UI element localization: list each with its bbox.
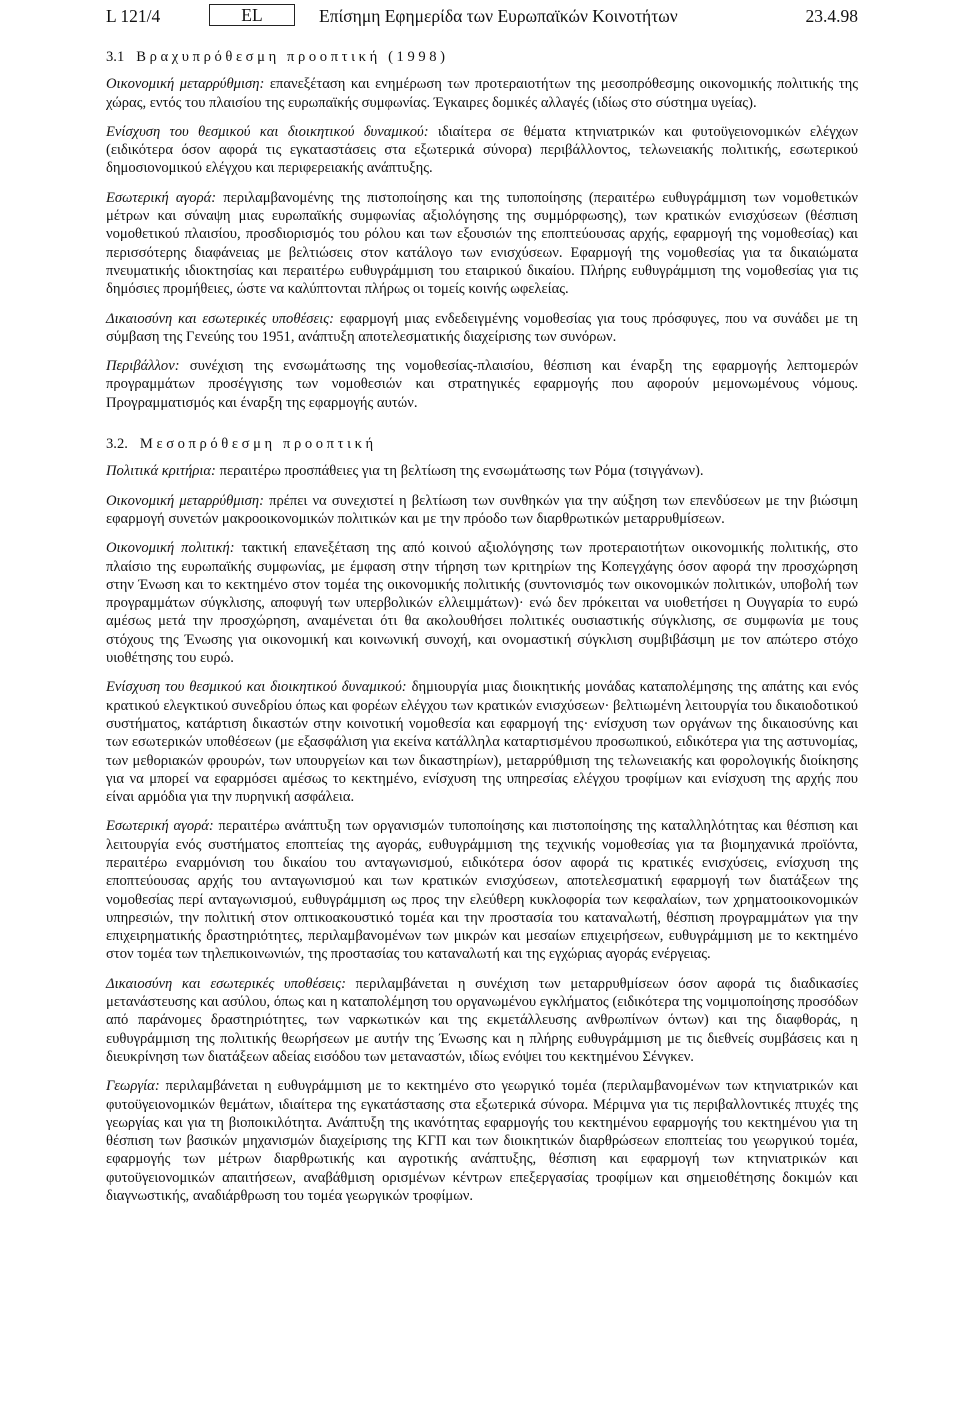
paragraph-text: περιλαμβανομένης της πιστοποίησης και της τυποποίησης (περαιτέρω ευθυγράμμιση των νομοθετικών μέτρων και σύναψη μιας ευρωπαϊκής συμφωνίας αξιολόγησης της συμμόρφωσης), των κρατικών ενισχύσεων (θέσπιση νομοθετικού πλαισίου, προσδιορισμός του ρόλου και των εξουσιών της εποπτεύουσας αρχής, εφαρμογή της νομοθεσίας) και περισσότερης διαφάνειας με βελτιώσεις στον κατάλογο των ενισχύσεων. Εφαρμογή της νομοθεσίας για τα δικαιώματα πνευματικής ιδιοκτησίας και περαιτέρω ευθυγράμμιση του εταιρικού δικαίου. Πλήρης ευθυγράμμιση της νομοθεσίας για τις δημόσιες προμήθειες, ώστε να καλύπτονται πλήρως οι τομείς κοινής ωφελείας. — [106, 189, 858, 298]
paragraph — [106, 123, 858, 178]
paragraph — [106, 975, 858, 1066]
document-body — [106, 48, 858, 1216]
section-heading-3-2 — [106, 435, 858, 453]
paragraph — [106, 678, 858, 806]
paragraph-text: δημιουργία μιας διοικητικής μονάδας καταπολέμησης της απάτης και ενός κρατικού ελεγκτικού συνεδρίου όπως και φορέων ελέγχου των κρατικών ενισχύσεων· βελτιωμένη λειτουργία του δικαιοδοτικού συστήματος, κατάρτιση δικαστών στην κοινοτική νομοθεσία και εφαρμογή της· ενίσχυση των οργάνων της δικαιοσύνης και των εσωτερικών υποθέσεων (με εξασφάλιση για εκείνα κατάλληλα καταρτισμένου προσωπικού, ειδικότερα για της αστυνομίας, των μεθοριακών φρουρών, των υπουργείων και των δικαστηρίων), μεταρρύθμιση της τελωνειακής και φορολογικής διοίκησης για να μπορεί να εφαρμόσει αμέσως το κεκτημένο, ενίσχυση της υπηρεσίας ελέγχου τροφίμων και ενίσχυση της αρχής που είναι αρμόδια για την πυρηνική ασφάλεια. — [106, 679, 858, 806]
paragraph-text: περιλαμβάνεται η συνέχιση των μεταρρυθμίσεων όσον αφορά τις διαδικασίες μετανάστευσης και ασύλου, όπως και η καταπολέμηση του οργανωμένου εγκλήματος (ειδικότερα της νομιμοποίησης προσόδων από παράνομες δραστηριότητες, των ναρκωτικών και της εκμετάλλευσης ανθρωπίνων όντων) και της διαφθοράς, η ευθυγράμμιση της πολιτικής θεωρήσεων με αυτήν της Ένωσης και η πλήρης ευθυγράμμιση με τις διεθνείς συμβάσεις και η διευκρίνηση των διατάξεων αδείας εισόδου των μεταναστών, ιδίως ενόψει του κεκτημένου Σένγκεν. — [106, 975, 859, 1065]
paragraph-text: περαιτέρω ανάπτυξη των οργανισμών τυποποίησης και πιστοποίησης της καταλληλότητας και θέσπιση και λειτουργία ενός συστήματος εποπτείας της αγοράς, ευθυγράμμιση της τεχνικής νομοθεσίας για τα βιομηχανικά προϊόντα, περαιτέρω εναρμόνιση του δικαίου του ανταγωνισμού, ειδικότερα όσον αφορά τις κρατικές ενισχύσεις, ενίσχυση της εποπτεύουσας αρχής του ανταγωνισμού και των κρατικών ενισχύσεων, αποτελεσματική εφαρμογή των διατάξεων της νομοθεσίας περί ανταγωνισμού, ευθυγράμμιση ως προς την ελεύθερη κυκλοφορία των κεφαλαίων, των χρηματοοικονομικών υπηρεσιών, την πολιτική στον οπτικοακουστικό τομέα και την προστασία του καταναλωτή, θέσπιση προγραμμάτων για την επιχειρηματικής δραστηριότητες, περιλαμβανομένων των μικρών και μεσαίων επιχειρήσεων, ευθυγράμμιση με το κεκτημένο στον τομέα των τηλεπικοινωνιών, της προστασίας του καταναλωτή και της εγχώριας αγοράς ενέργειας. — [106, 818, 858, 963]
paragraph — [106, 357, 858, 412]
paragraph-label: Εσωτερική αγορά: — [106, 818, 214, 835]
section-number: 3.1 — [106, 49, 125, 65]
journal-title: Επίσημη Εφημερίδα των Ευρωπαϊκών Κοινοτήτων — [319, 6, 678, 26]
paragraph-label: Δικαιοσύνη και εσωτερικές υποθέσεις: — [106, 975, 346, 992]
paragraph-text: επανεξέταση και ενημέρωση των προτεραιοτήτων της μεσοπρόθεσμης οικονομικής πολιτικής της χώρας, εντός του πλαισίου της ευρωπαϊκής συμφωνίας. Έγκαιρες δομικές αλλαγές (ιδίως στο σύστημα υγείας). — [106, 76, 858, 111]
paragraph-label: Δικαιοσύνη και εσωτερικές υποθέσεις: — [106, 310, 335, 327]
paragraph-label: Πολιτικά κριτήρια: — [106, 463, 216, 480]
paragraph-text: περιλαμβάνεται η ευθυγράμμιση με το κεκτημένο στο γεωργικό τομέα (περιλαμβανομένων των κτηνιατρικών και φυτοϋγειονομικών θεμάτων, ιδιαίτερα της εγκατάστασης στα εξωτερικά σύνορα. Μέριμνα για τις περιβαλλοντικές πτυχές της γεωργίας και για τη βιοποικιλότητα. Ανάπτυξη της ικανότητας εφαρμογής του κεκτημένου εφαρμογής του κεκτημένου για τη θέσπιση των βασικών μηχανισμών διαχείρισης της ΚΓΠ και των διοικητικών διαρθρώσεων εποπτείας του γεωργικού τομέα, εφαρμογής των μέτρων διαρθρωτικής και αγροτικής ανάπτυξης, θέσπιση και εφαρμογή των κτηνιατρικών και φυτοϋγειονομικών απαιτήσεων, αναβάθμιση ορισμένων κέντρων επεξεργασίας τροφίμων και σημειοθέτησης δοκιμών και διαγνωστικής, αναδιάρθρωση του τομέα γεωργικών τροφίμων. — [106, 1078, 858, 1205]
paragraph-label: Οικονομική μεταρρύθμιση: — [106, 492, 264, 509]
page-reference: L 121/4 — [106, 6, 161, 26]
language-badge: EL — [209, 4, 295, 26]
paragraph-label: Ενίσχυση του θεσμικού και διοικητικού δυναμικού: — [106, 679, 407, 696]
paragraph-label: Οικονομική πολιτική: — [106, 540, 235, 557]
paragraph-text: περαιτέρω προσπάθειες για τη βελτίωση της ενσωμάτωσης των Ρόμα (τσιγγάνων). — [215, 463, 704, 480]
section-heading-3-1 — [106, 48, 858, 66]
paragraph-label: Γεωργία: — [106, 1078, 160, 1095]
section-title: Μεσοπρόθεσμη προοπτική — [139, 436, 377, 453]
paragraph — [106, 817, 858, 963]
paragraph-text: συνέχιση της ενσωμάτωσης της νομοθεσίας-πλαισίου, θέσπιση και έναρξη της εφαρμογής λεπτομερών προγραμμάτων προσέγγισης των νομοθεσιών και στρατηγικές εφαρμογής που αφορούν μεμονωμένους νόμους. Προγραμματισμός και έναρξη της εφαρμογής αυτών. — [106, 358, 858, 411]
paragraph — [106, 462, 858, 480]
paragraph — [106, 189, 858, 299]
paragraph-label: Εσωτερική αγορά: — [106, 189, 217, 206]
paragraph — [106, 1077, 858, 1205]
paragraph-text: πρέπει να συνεχιστεί η βελτίωση των συνθηκών για την αύξηση των επενδύσεων με την βιώσιμη εφαρμογή συνετών μακροοικονομικών πολιτικών και με την πρόοδο των διαρθρωτικών μεταρρυθμίσεων. — [106, 492, 858, 527]
section-title: Βραχυπρόθεσμη προοπτική (1998) — [136, 49, 449, 65]
paragraph — [106, 492, 858, 529]
paragraph-label: Οικονομική μεταρρύθμιση: — [106, 76, 265, 93]
paragraph-label: Ενίσχυση του θεσμικού και διοικητικού δυναμικού: — [106, 123, 429, 140]
paragraph-text: τακτική επανεξέταση της από κοινού αξιολόγησης των προτεραιοτήτων οικονομικής πολιτικής, στο πλαίσιο της ευρωπαϊκής συμφωνίας, με έμφαση στην τήρηση των κριτηρίων της Κοπεγχάγης όσον αφορά την προσχώρηση στην Ένωση και το κεκτημένο στον τομέα της οικονομικής πολιτικής (συντονισμός των οικονομικών πολιτικών, υποβολή των προγραμμάτων σύγκλισης, αποφυγή των υπερβολικών ελλειμμάτων)· ενώ δεν πρόκειται να υιοθετήσει η Ουγγαρία το ευρώ αμέσως μετά την προσχώρηση, αναμένεται ότι θα ακολουθήσει πολιτικές ουσιαστικής σύγκλισης, σε συμφωνία με τους στόχους της Ένωσης για οικονομική και κοινωνική συνοχή, και ονομαστική σύγκλιση συμβιβάσιμη με τον απώτερο στόχο υιοθέτησης του ευρώ. — [106, 540, 858, 667]
paragraph-label: Περιβάλλον: — [106, 358, 180, 375]
paragraph — [106, 75, 858, 112]
section-number: 3.2. — [106, 436, 128, 453]
paragraph — [106, 539, 858, 667]
paragraph-text: εφαρμογή μιας ενδεδειγμένης νομοθεσίας για τους πρόσφυγες, που να συνάδει με τη σύμβαση της Γενεύης του 1951, ανάπτυξη αποτελεσματικής διαχείρισης των συνόρων. — [106, 310, 858, 345]
page-header — [106, 0, 858, 34]
publication-date: 23.4.98 — [805, 6, 858, 26]
paragraph-text: ιδιαίτερα σε θέματα κτηνιατρικών και φυτοϋγειονομικών ελέγχων (ειδικότερα όσον αφορά τις εγκαταστάσεις στα εξωτερικά σύνορα) περιβάλλοντος, τελωνειακής πολιτικής, εσωτερικού δημοσιονομικού ελέγχου και περιφερειακής ανάπτυξης. — [106, 123, 859, 177]
paragraph — [106, 310, 858, 347]
section-spacer — [106, 423, 858, 435]
